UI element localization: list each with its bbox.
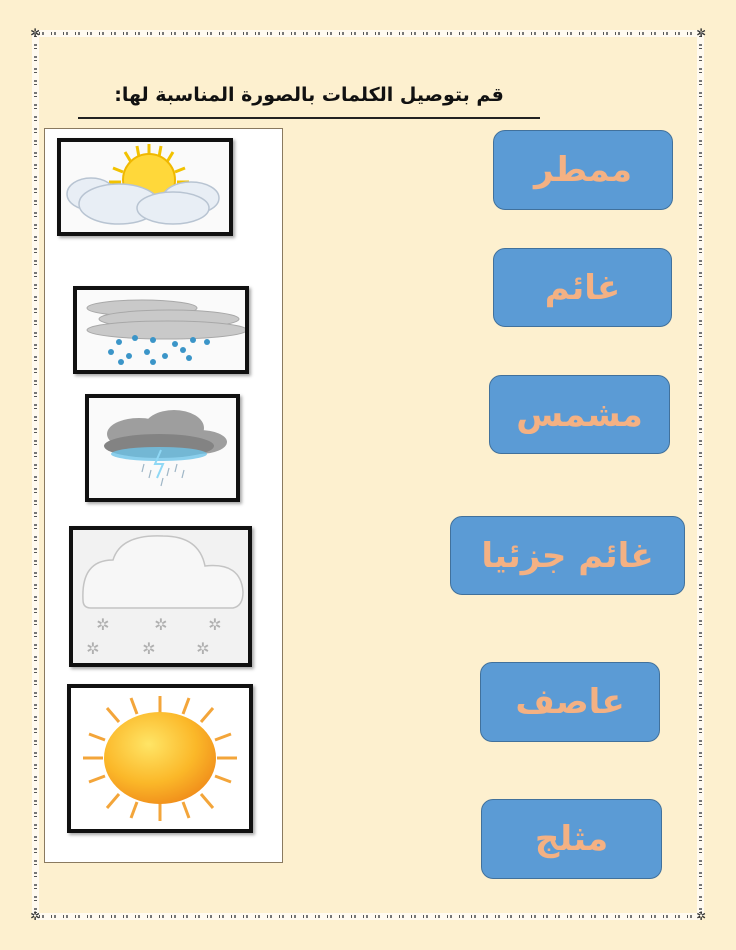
word-label: مثلج [534, 819, 609, 859]
word-card-rainy[interactable] [493, 130, 673, 210]
sun-icon [71, 688, 249, 829]
picture-storm[interactable] [85, 394, 240, 502]
word-label: ممطر [533, 150, 633, 190]
partly-cloudy-icon [61, 142, 229, 232]
corner-ornament-icon: ✲ [29, 26, 41, 40]
word-label: غائم [544, 267, 621, 308]
word-card-stormy[interactable] [480, 662, 660, 742]
rain-icon [77, 290, 245, 370]
corner-ornament-icon: ✲ [29, 909, 41, 923]
svg-text:✲: ✲ [154, 615, 168, 634]
page-border-bottom [36, 913, 700, 920]
corner-ornament-icon: ✲ [695, 26, 707, 40]
page-border-top [36, 30, 700, 37]
instruction-heading: قم بتوصيل الكلمات بالصورة المناسبة لها: [114, 84, 504, 106]
svg-text:✲: ✲ [86, 639, 100, 658]
word-card-partly-cloudy[interactable] [450, 516, 685, 595]
svg-text:✲: ✲ [196, 639, 210, 658]
snow-icon [73, 530, 248, 663]
word-label: عاصف [515, 682, 625, 722]
word-label: غائم جزئيا [481, 535, 654, 576]
svg-text:✲: ✲ [96, 615, 110, 634]
picture-rain[interactable] [73, 286, 249, 374]
word-label: مشمس [516, 394, 643, 435]
picture-sun[interactable] [67, 684, 253, 833]
page-border-right [697, 32, 704, 916]
svg-text:✲: ✲ [208, 615, 222, 634]
storm-icon [89, 398, 236, 498]
heading-underline [78, 117, 540, 119]
word-card-cloudy[interactable] [493, 248, 672, 327]
picture-partly-cloudy[interactable] [57, 138, 233, 236]
picture-snow[interactable] [69, 526, 252, 667]
word-card-snowy[interactable] [481, 799, 662, 879]
word-card-sunny[interactable] [489, 375, 670, 454]
svg-text:✲: ✲ [142, 639, 156, 658]
page-border-left [32, 32, 39, 916]
corner-ornament-icon: ✲ [695, 909, 707, 923]
